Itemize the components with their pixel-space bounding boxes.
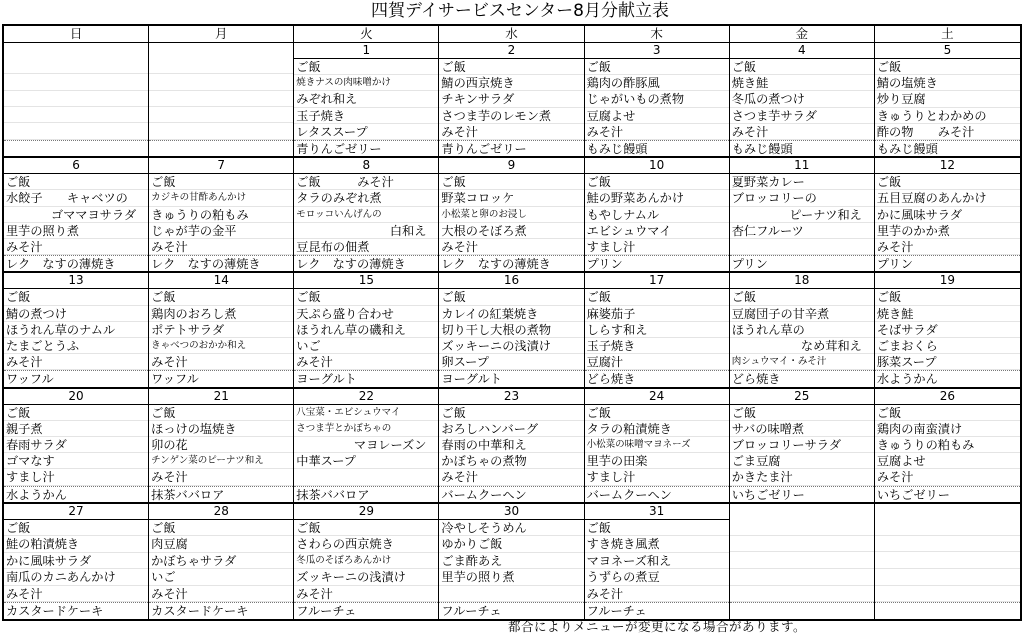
- menu-item: モロッコいんげんの: [294, 207, 438, 223]
- menu-item: かに風味サラダ: [875, 207, 1020, 223]
- menu-item: かぼちゃの煮物: [439, 453, 583, 469]
- day-number: 16: [439, 273, 583, 289]
- menu-item: ご飯: [585, 174, 729, 190]
- menu-item: みそ汁: [585, 124, 729, 140]
- day-number: 21: [149, 389, 293, 405]
- menu-item: いちごゼリー: [730, 486, 874, 502]
- menu-item: レク なすの薄焼き: [149, 255, 293, 271]
- menu-item: 八宝菜・エビシュウマイ: [294, 405, 438, 421]
- menu-item: [875, 569, 1020, 586]
- menu-item: ご飯: [730, 289, 874, 305]
- menu-item: 中華スープ: [294, 453, 438, 469]
- menu-item: [4, 58, 148, 74]
- day-cell: [294, 273, 439, 388]
- menu-item: プリン: [585, 255, 729, 271]
- menu-item: カレイの紅葉焼き: [439, 306, 583, 322]
- menu-item: フルーチェ: [585, 602, 729, 619]
- day-number: [149, 43, 293, 58]
- menu-item: きゅうりの粕もみ: [149, 207, 293, 223]
- menu-item: [149, 107, 293, 123]
- menu-item: エビシュウマイ: [585, 223, 729, 239]
- menu-item: 鮭の粕漬焼き: [4, 536, 148, 553]
- day-number: 31: [585, 504, 729, 520]
- menu-item: いご: [149, 569, 293, 586]
- day-number: 10: [585, 158, 729, 174]
- menu-item: 焼き鮭: [730, 75, 874, 91]
- menu-item: 鶏肉の酢豚風: [585, 75, 729, 91]
- menu-item: チキンサラダ: [439, 91, 583, 107]
- day-cell: [585, 389, 730, 504]
- day-number: 5: [875, 43, 1020, 59]
- menu-item: タラのみぞれ煮: [294, 190, 438, 206]
- menu-item: いご: [294, 338, 438, 354]
- menu-item: みそ汁: [4, 354, 148, 370]
- menu-item: たまごとうふ: [4, 338, 148, 354]
- menu-item: さつま芋サラダ: [730, 108, 874, 124]
- day-cell: [4, 43, 149, 158]
- menu-item: [149, 74, 293, 90]
- menu-item: ご飯: [294, 59, 438, 75]
- menu-item: [4, 140, 148, 156]
- menu-item: ブロッコリーサラダ: [730, 437, 874, 453]
- menu-item: きゅうりの粕もみ: [875, 437, 1020, 453]
- weekday-header: 土: [875, 26, 1020, 43]
- menu-item: フルーチェ: [294, 602, 438, 619]
- menu-item: ご飯: [585, 520, 729, 537]
- menu-item: チンゲン菜のピーナツ和え: [149, 453, 293, 469]
- menu-item: 夏野菜カレー: [730, 174, 874, 190]
- menu-item: ご飯: [730, 405, 874, 421]
- menu-item: 五目豆腐のあんかけ: [875, 190, 1020, 206]
- menu-item: 豚菜スープ: [875, 354, 1020, 370]
- menu-item: [4, 74, 148, 90]
- menu-item: みそ汁: [439, 124, 583, 140]
- menu-item: きゃべつのおかか和え: [149, 338, 293, 354]
- day-cell: [149, 389, 294, 504]
- menu-item: 肉シュウマイ・みそ汁: [730, 354, 874, 370]
- menu-item: さつま芋のレモン煮: [439, 108, 583, 124]
- menu-item: もみじ饅頭: [730, 140, 874, 156]
- menu-item: すまし汁: [4, 469, 148, 485]
- menu-item: ズッキーニの浅漬け: [439, 338, 583, 354]
- menu-item: [149, 91, 293, 107]
- menu-item: 卯の花: [149, 437, 293, 453]
- day-number: 11: [730, 158, 874, 174]
- menu-item: 鶏肉の南蛮漬け: [875, 421, 1020, 437]
- menu-item: マヨネーズ和え: [585, 553, 729, 570]
- menu-item: 南瓜のカニあんかけ: [4, 569, 148, 586]
- menu-item: ご飯: [294, 289, 438, 305]
- day-cell: [875, 504, 1020, 619]
- menu-item: じゃが芋の金平: [149, 223, 293, 239]
- day-cell: [149, 504, 294, 619]
- menu-item: ほっけの塩焼き: [149, 421, 293, 437]
- day-cell: [4, 389, 149, 504]
- menu-item: 鯖の塩焼き: [875, 75, 1020, 91]
- menu-item: みそ汁: [585, 586, 729, 603]
- menu-item: ご飯: [585, 289, 729, 305]
- menu-item: そばサラダ: [875, 322, 1020, 338]
- menu-item: ご飯 みそ汁: [294, 174, 438, 190]
- menu-item: バームクーヘン: [439, 486, 583, 502]
- menu-item: 小松菜の味噌マヨネーズ: [585, 437, 729, 453]
- menu-item: すまし汁: [585, 239, 729, 255]
- day-cell: [875, 158, 1020, 273]
- menu-item: 小松菜と卵のお浸し: [439, 207, 583, 223]
- weekday-header: 月: [149, 26, 294, 43]
- menu-item: ワッフル: [149, 370, 293, 386]
- day-number: 4: [730, 43, 874, 59]
- menu-item: 春雨サラダ: [4, 437, 148, 453]
- day-cell: [149, 43, 294, 158]
- menu-item: きゅうりとわかめの: [875, 108, 1020, 124]
- menu-item: ご飯: [875, 59, 1020, 75]
- menu-item: ほうれん草の: [730, 322, 874, 338]
- menu-item: ほうれん草の磯和え: [294, 322, 438, 338]
- menu-item: 抹茶ババロア: [149, 486, 293, 502]
- menu-item: 里芋のかか煮: [875, 223, 1020, 239]
- menu-item: みそ汁: [875, 239, 1020, 255]
- menu-item: ご飯: [439, 405, 583, 421]
- menu-item: みそ汁: [149, 239, 293, 255]
- menu-item: みぞれ和え: [294, 91, 438, 107]
- day-number: 23: [439, 389, 583, 405]
- menu-item: 青りんごゼリー: [439, 140, 583, 156]
- menu-item: かきたま汁: [730, 469, 874, 485]
- menu-item: ご飯: [294, 520, 438, 537]
- day-number: 13: [4, 273, 148, 289]
- day-cell: [730, 43, 875, 158]
- menu-item: [4, 91, 148, 107]
- menu-item: 水ようかん: [875, 370, 1020, 386]
- day-cell: [730, 273, 875, 388]
- day-cell: [875, 273, 1020, 388]
- menu-item: [149, 123, 293, 139]
- menu-item: ご飯: [730, 59, 874, 75]
- menu-item: ポテトサラダ: [149, 322, 293, 338]
- day-cell: [294, 504, 439, 619]
- menu-item: ご飯: [149, 520, 293, 537]
- menu-item: みそ汁: [294, 354, 438, 370]
- menu-item: 青りんごゼリー: [294, 140, 438, 156]
- menu-item: 鯖の煮つけ: [4, 306, 148, 322]
- menu-table: [2, 24, 1022, 621]
- menu-item: 里芋の田楽: [585, 453, 729, 469]
- day-number: [730, 504, 874, 519]
- day-cell: [294, 158, 439, 273]
- menu-item: どら焼き: [730, 370, 874, 386]
- day-cell: [4, 273, 149, 388]
- menu-item: 鶏肉のおろし煮: [149, 306, 293, 322]
- menu-item: 水餃子 キャベツの: [4, 190, 148, 206]
- menu-item: バームクーヘン: [585, 486, 729, 502]
- menu-item: レタススープ: [294, 124, 438, 140]
- menu-item: どら焼き: [585, 370, 729, 386]
- day-number: 2: [439, 43, 583, 59]
- day-number: 1: [294, 43, 438, 59]
- menu-item: レク なすの薄焼き: [439, 255, 583, 271]
- menu-item: [875, 536, 1020, 553]
- menu-item: [149, 140, 293, 156]
- menu-item: 白和え: [294, 223, 438, 239]
- menu-item: 水ようかん: [4, 486, 148, 502]
- menu-item: うずらの煮豆: [585, 569, 729, 586]
- day-number: 25: [730, 389, 874, 405]
- menu-item: みそ汁: [4, 586, 148, 603]
- day-number: 30: [439, 504, 583, 520]
- day-number: 12: [875, 158, 1020, 174]
- day-cell: [294, 389, 439, 504]
- menu-item: 冷やしそうめん: [439, 520, 583, 537]
- page-title: 四賀デイサービスセンター8月分献立表: [371, 1, 669, 21]
- menu-item: 野菜コロッケ: [439, 190, 583, 206]
- menu-item: 豆腐団子の甘辛煮: [730, 306, 874, 322]
- menu-item: ほうれん草のナムル: [4, 322, 148, 338]
- menu-item: 鯖の西京焼き: [439, 75, 583, 91]
- menu-item: ご飯: [4, 405, 148, 421]
- menu-item: 焼きナスの肉味噌かけ: [294, 75, 438, 91]
- menu-item: ブロッコリーの: [730, 190, 874, 206]
- menu-item: みそ汁: [4, 239, 148, 255]
- day-cell: [730, 504, 875, 619]
- menu-item: [730, 586, 874, 603]
- day-number: [4, 43, 148, 58]
- day-cell: [875, 389, 1020, 504]
- menu-item: 冬瓜の煮つけ: [730, 91, 874, 107]
- menu-item: ご飯: [585, 405, 729, 421]
- menu-item: [4, 123, 148, 139]
- day-number: 8: [294, 158, 438, 174]
- menu-item: [730, 536, 874, 553]
- menu-item: 焼き鮭: [875, 306, 1020, 322]
- menu-item: サバの味噌煮: [730, 421, 874, 437]
- menu-item: 里芋の照り煮: [4, 223, 148, 239]
- menu-item: さつま芋とかぼちゃの: [294, 421, 438, 437]
- menu-item: ゴママヨサラダ: [4, 207, 148, 223]
- menu-item: もやしナムル: [585, 207, 729, 223]
- day-number: 3: [585, 43, 729, 59]
- menu-item: 春雨の中華和え: [439, 437, 583, 453]
- menu-item: ゴマなす: [4, 453, 148, 469]
- menu-item: カスタードケーキ: [4, 602, 148, 619]
- menu-item: 炒り豆腐: [875, 91, 1020, 107]
- menu-item: 大根のそぼろ煮: [439, 223, 583, 239]
- menu-item: ヨーグルト: [294, 370, 438, 386]
- menu-item: ご飯: [439, 59, 583, 75]
- weekday-header: 水: [439, 26, 584, 43]
- menu-item: 卵スープ: [439, 354, 583, 370]
- menu-item: 杏仁フルーツ: [730, 223, 874, 239]
- menu-item: ズッキーニの浅漬け: [294, 569, 438, 586]
- menu-item: みそ汁: [439, 239, 583, 255]
- menu-item: みそ汁: [439, 469, 583, 485]
- menu-item: もみじ饅頭: [875, 140, 1020, 156]
- menu-item: みそ汁: [294, 586, 438, 603]
- menu-item: 切り干し大根の煮物: [439, 322, 583, 338]
- day-cell: [585, 273, 730, 388]
- menu-item: レク なすの薄焼き: [294, 255, 438, 271]
- menu-item: みそ汁: [149, 586, 293, 603]
- menu-item: ご飯: [4, 174, 148, 190]
- menu-item: [875, 552, 1020, 569]
- menu-item: いちごゼリー: [875, 486, 1020, 502]
- menu-item: プリン: [875, 255, 1020, 271]
- menu-item: ご飯: [4, 289, 148, 305]
- menu-item: カスタードケーキ: [149, 602, 293, 619]
- weekday-header: 木: [585, 26, 730, 43]
- day-cell: [585, 43, 730, 158]
- footer-note: 都合によりメニューが変更になる場合があります。: [508, 619, 807, 634]
- day-cell: [439, 389, 584, 504]
- day-cell: [149, 273, 294, 388]
- menu-item: タラの粕漬焼き: [585, 421, 729, 437]
- menu-item: ご飯: [149, 405, 293, 421]
- day-cell: [439, 43, 584, 158]
- menu-item: ピーナツ和え: [730, 207, 874, 223]
- menu-item: 里芋の照り煮: [439, 569, 583, 586]
- day-cell: [585, 504, 730, 619]
- day-number: 19: [875, 273, 1020, 289]
- menu-item: なめ茸和え: [730, 338, 874, 354]
- menu-item: ワッフル: [4, 370, 148, 386]
- menu-item: すまし汁: [585, 469, 729, 485]
- menu-item: もみじ饅頭: [585, 140, 729, 156]
- day-cell: [730, 389, 875, 504]
- day-cell: [585, 158, 730, 273]
- menu-item: カジキの甘酢あんかけ: [149, 190, 293, 206]
- day-cell: [294, 43, 439, 158]
- menu-item: ご飯: [149, 289, 293, 305]
- day-number: 14: [149, 273, 293, 289]
- day-number: 22: [294, 389, 438, 405]
- day-cell: [4, 504, 149, 619]
- day-cell: [439, 158, 584, 273]
- menu-item: 玉子焼き: [585, 338, 729, 354]
- day-number: 9: [439, 158, 583, 174]
- menu-item: 豆腐汁: [585, 354, 729, 370]
- day-number: 27: [4, 504, 148, 520]
- menu-item: すき焼き風煮: [585, 536, 729, 553]
- day-number: [875, 504, 1020, 519]
- menu-item: 豆腐よせ: [875, 453, 1020, 469]
- menu-item: マヨレーズン: [294, 437, 438, 453]
- menu-item: ごまおくら: [875, 338, 1020, 354]
- menu-item: ご飯: [439, 289, 583, 305]
- day-number: 28: [149, 504, 293, 520]
- menu-item: 肉豆腐: [149, 536, 293, 553]
- menu-item: ごま豆腐: [730, 453, 874, 469]
- menu-item: プリン: [730, 255, 874, 271]
- menu-item: ご飯: [875, 405, 1020, 421]
- menu-item: ご飯: [439, 174, 583, 190]
- menu-item: [730, 602, 874, 619]
- menu-item: [730, 552, 874, 569]
- menu-item: みそ汁: [875, 469, 1020, 485]
- day-number: 6: [4, 158, 148, 174]
- weekday-header: 火: [294, 26, 439, 43]
- menu-item: ご飯: [585, 59, 729, 75]
- menu-item: 天ぷら盛り合わせ: [294, 306, 438, 322]
- day-number: 18: [730, 273, 874, 289]
- menu-item: かぼちゃサラダ: [149, 553, 293, 570]
- menu-item: ヨーグルト: [439, 370, 583, 386]
- menu-item: 玉子焼き: [294, 108, 438, 124]
- menu-item: 抹茶ババロア: [294, 486, 438, 502]
- menu-item: [4, 107, 148, 123]
- menu-item: ごま酢あえ: [439, 553, 583, 570]
- menu-item: ご飯: [149, 174, 293, 190]
- menu-item: [730, 239, 874, 255]
- menu-item: みそ汁: [149, 354, 293, 370]
- day-cell: [4, 158, 149, 273]
- day-number: 15: [294, 273, 438, 289]
- menu-item: じゃがいもの煮物: [585, 91, 729, 107]
- day-cell: [875, 43, 1020, 158]
- menu-item: [730, 519, 874, 536]
- weekday-header: 金: [730, 26, 875, 43]
- menu-item: ゆかりご飯: [439, 536, 583, 553]
- menu-item: かに風味サラダ: [4, 553, 148, 570]
- menu-item: [875, 519, 1020, 536]
- menu-item: [730, 569, 874, 586]
- menu-item: 親子煮: [4, 421, 148, 437]
- menu-item: [149, 58, 293, 74]
- menu-item: [875, 602, 1020, 619]
- menu-item: さわらの西京焼き: [294, 536, 438, 553]
- menu-item: 酢の物 みそ汁: [875, 124, 1020, 140]
- menu-item: ご飯: [875, 174, 1020, 190]
- menu-item: ご飯: [4, 520, 148, 537]
- day-number: 7: [149, 158, 293, 174]
- day-number: 20: [4, 389, 148, 405]
- menu-item: 冬瓜のそぼろあんかけ: [294, 553, 438, 570]
- day-cell: [439, 504, 584, 619]
- day-number: 26: [875, 389, 1020, 405]
- menu-item: [875, 586, 1020, 603]
- day-number: 17: [585, 273, 729, 289]
- menu-item: [294, 469, 438, 485]
- day-number: 24: [585, 389, 729, 405]
- menu-item: 豆腐よせ: [585, 108, 729, 124]
- menu-item: [439, 586, 583, 603]
- menu-item: ご飯: [875, 289, 1020, 305]
- menu-item: しらす和え: [585, 322, 729, 338]
- day-cell: [439, 273, 584, 388]
- menu-item: 豆昆布の佃煮: [294, 239, 438, 255]
- menu-item: レク なすの薄焼き: [4, 255, 148, 271]
- weekday-header: 日: [4, 26, 149, 43]
- menu-item: 麻婆茄子: [585, 306, 729, 322]
- menu-item: みそ汁: [149, 469, 293, 485]
- menu-item: 鮭の野菜あんかけ: [585, 190, 729, 206]
- day-number: 29: [294, 504, 438, 520]
- menu-item: フルーチェ: [439, 602, 583, 619]
- menu-item: おろしハンバーグ: [439, 421, 583, 437]
- menu-item: みそ汁: [730, 124, 874, 140]
- calendar-grid: [4, 26, 1020, 619]
- day-cell: [730, 158, 875, 273]
- day-cell: [149, 158, 294, 273]
